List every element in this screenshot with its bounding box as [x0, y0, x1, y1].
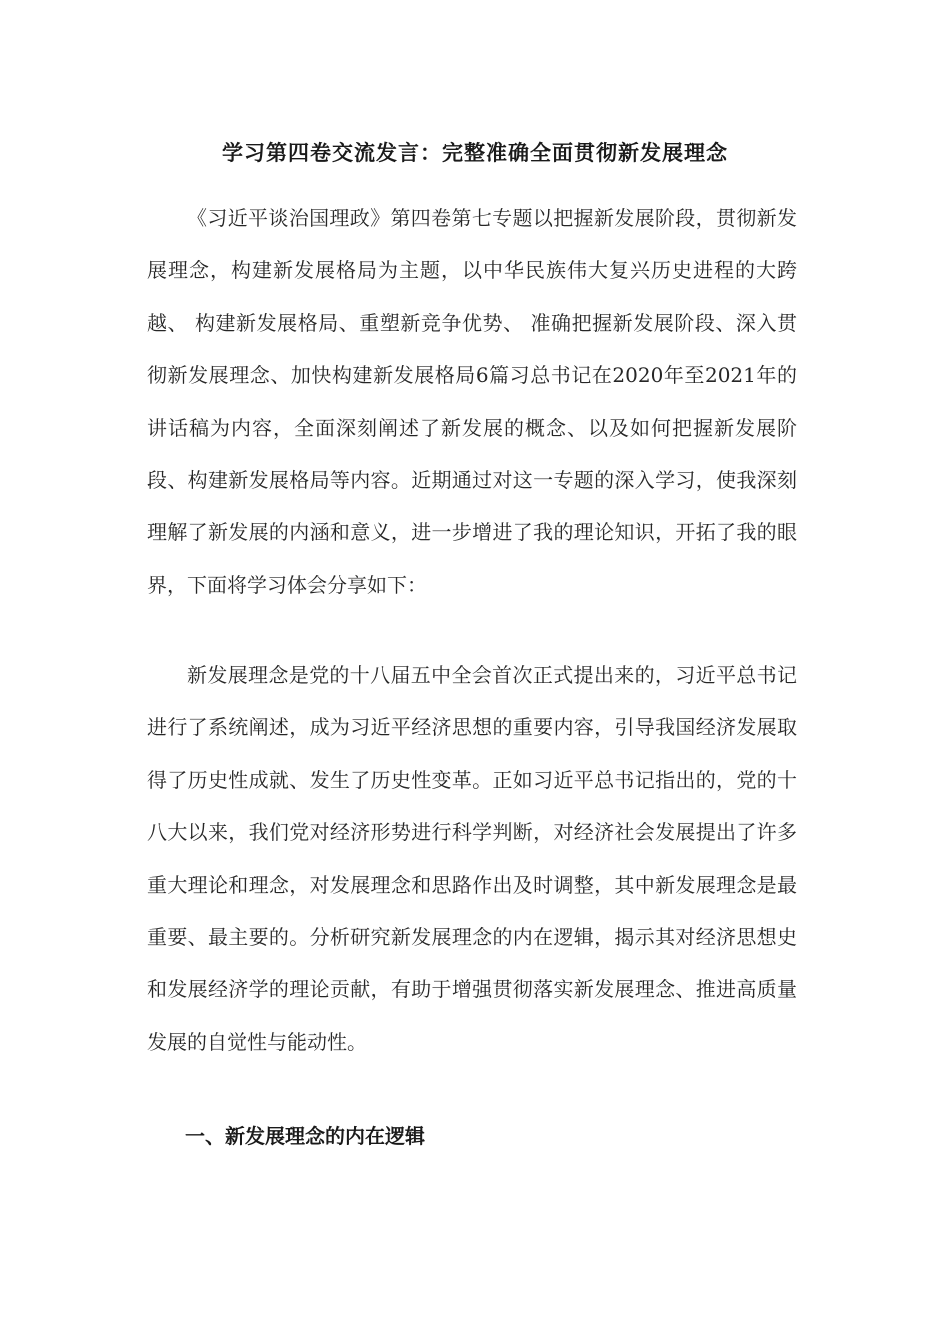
- body-paragraph-concept: 新发展理念是党的十八届五中全会首次正式提出来的，习近平总书记进行了系统阐述，成为习近平经济思想的重要内容，引导我国经济发展取得了历史性成就、发生了历史性变革。正如习近平总书记指出的，党的十八大以来，我们党对经济形势进行科学判断，对经济社会发展提出了许多重大理论和理念，对发展理念和思路作出及时调整，其中新发展理念是最重要、最主要的。分析研究新发展理念的内在逻辑，揭示其对经济思想史和发展经济学的理论贡献，有助于增强贯彻落实新发展理念、推进高质量发展的自觉性与能动性。: [147, 663, 797, 1054]
- body-paragraph-intro: 《习近平谈治国理政》第四卷第七专题以把握新发展阶段，贯彻新发展理念，构建新发展格局为主题，以中华民族伟大复兴历史进程的大跨越、 构建新发展格局、重塑新竞争优势、 准确把握新发展阶段、深入贯彻新发展理念、加快构建新发展格局6篇习总书记在2020年至2021年的讲话稿为内容，全面深刻阐述了新发展的概念、以及如何把握新发展阶段、构建新发展格局等内容。近期通过对这一专题的深入学习，使我深刻理解了新发展的内涵和意义，进一步增进了我的理论知识，开拓了我的眼界，下面将学习体会分享如下：: [147, 206, 797, 597]
- section-heading: 一、新发展理念的内在逻辑: [185, 1124, 425, 1148]
- document-title: 学习第四卷交流发言：完整准确全面贯彻新发展理念: [222, 140, 728, 165]
